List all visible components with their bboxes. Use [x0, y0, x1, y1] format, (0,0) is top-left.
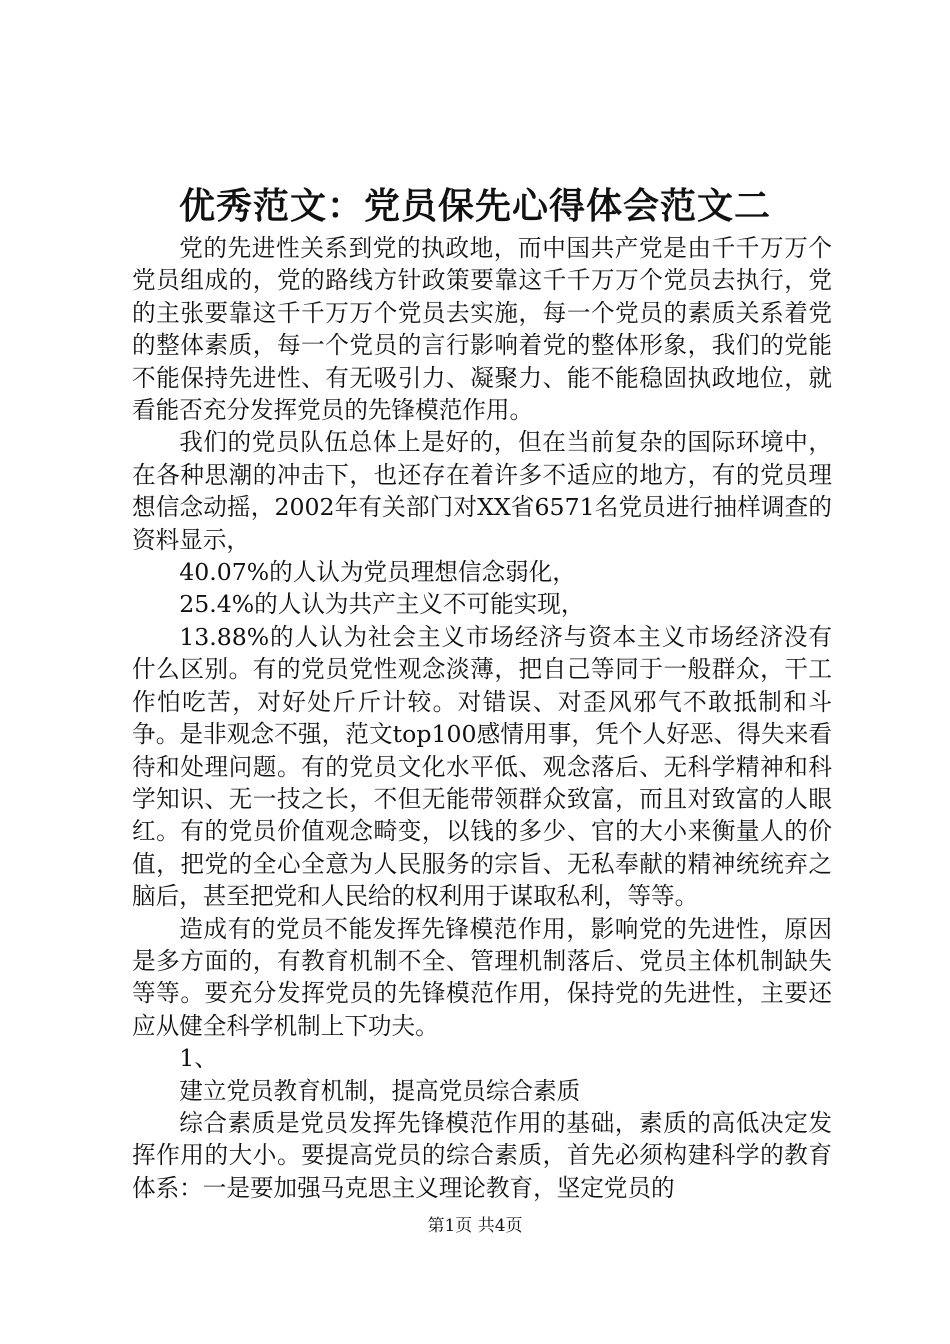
paragraph: 25.4%的人认为共产主义不可能实现，	[179, 590, 585, 619]
paragraph: 40.07%的人认为党员理想信念弱化，	[179, 558, 576, 587]
section-number: 1、	[179, 1044, 218, 1073]
document-title: 优秀范文：党员保先心得体会范文二	[178, 185, 771, 227]
page-footer: 第1页 共4页	[427, 1216, 523, 1236]
paragraph: 党的先进性关系到党的执政地，而中国共产党是由千千万万个党员组成的，党的路线方针政策要靠这千千万万个党员去执行，党的主张要靠这千千万万个党员去实施，每一个党员的素质关系着党的整体素质，每一个党员的言行影响着党的整体形象，我们的党能不能保持先进性、有无吸引力、凝聚力、能不能稳固执政地位，就看能否充分发挥党员的先锋模范作用。	[132, 234, 832, 425]
paragraph: 13.88%的人认为社会主义市场经济与资本主义市场经济没有什么区别。有的党员党性观念淡薄，把自己等同于一般群众，干工作怕吃苦，对好处斤斤计较。对错误、对歪风邪气不敢抵制和斗争。是非观念不强，范文top100感情用事，凭个人好恶、得失来看待和处理问题。有的党员文化水平低、观念落后、无科学精神和科学知识、无一技之长，不但无能带领群众致富，而且对致富的人眼红。有的党员价值观念畸变，以钱的多少、官的大小来衡量人的价值，把党的全心全意为人民服务的宗旨、无私奉献的精神统统弃之脑后，甚至把党和人民给的权利用于谋取私利，等等。	[132, 622, 832, 911]
document-body	[132, 232, 832, 1204]
paragraph: 综合素质是党员发挥先锋模范作用的基础，素质的高低决定发挥作用的大小。要提高党员的综合素质，首先必须构建科学的教育体系：一是要加强马克思主义理论教育，坚定党员的	[132, 1108, 832, 1202]
paragraph: 我们的党员队伍总体上是好的，但在当前复杂的国际环境中，在各种思潮的冲击下，也还存在着许多不适应的地方，有的党员理想信念动摇，2002年有关部门对XX省6571名党员进行抽样调查的资料显示，	[132, 428, 832, 554]
paragraph: 造成有的党员不能发挥先锋模范作用，影响党的先进性，原因是多方面的，有教育机制不全、管理机制落后、党员主体机制缺失等等。要充分发挥党员的先锋模范作用，保持党的先进性，主要还应从健全科学机制上下功夫。	[132, 914, 832, 1040]
section-heading: 建立党员教育机制，提高党员综合素质	[179, 1076, 581, 1105]
